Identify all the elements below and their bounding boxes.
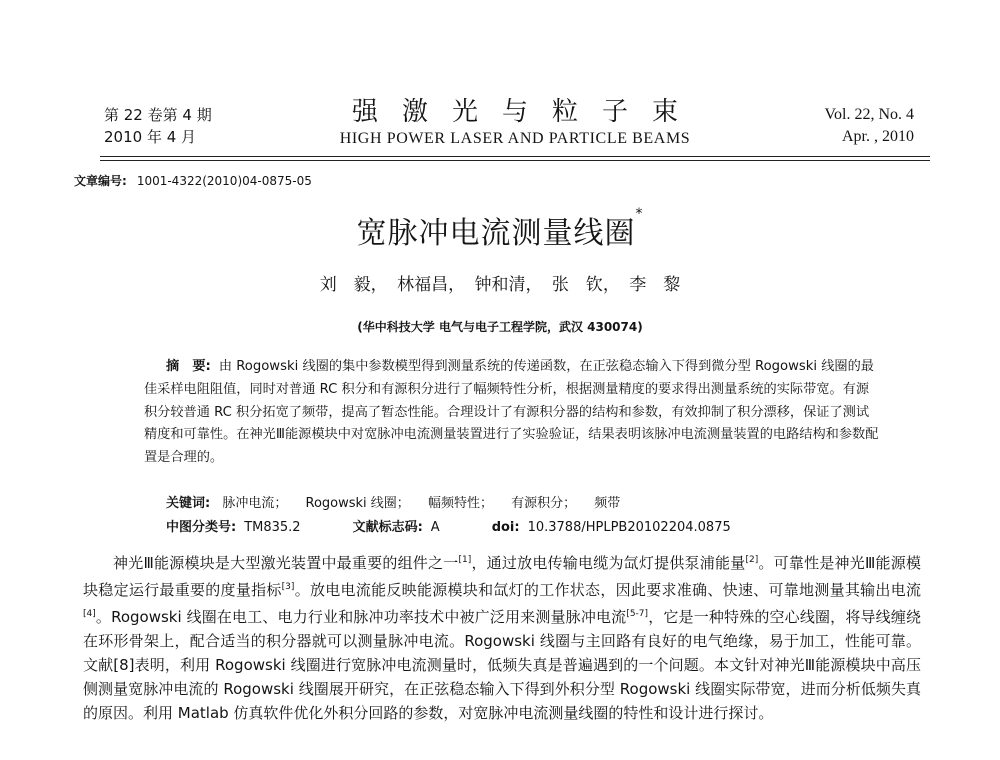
doc-code-label: 文献标志码: [352, 520, 423, 535]
keyword: 有源积分； [511, 496, 577, 511]
keyword: Rogowski 线圈； [305, 496, 410, 511]
body-text-segment: ，通过放电传输电缆为氙灯提供泵浦能量 [471, 554, 746, 572]
paper-title-text: 宽脉冲电流测量线圈 [356, 216, 636, 251]
issue-date: 2010 年 4 月 [104, 128, 197, 146]
title-footnote-mark: * [635, 206, 644, 222]
keyword: 幅频特性； [427, 496, 493, 511]
keywords-label: 关键词: [166, 496, 211, 511]
author-name: 钟和清， [474, 275, 543, 295]
classification-line [166, 516, 731, 535]
body-paragraph [83, 548, 921, 725]
author-list [0, 270, 1000, 295]
article-number-value: 1001-4322(2010)04-0875-05 [136, 174, 312, 188]
author-name: 刘 毅， [319, 275, 388, 295]
header-divider [100, 156, 930, 157]
issue-info [104, 104, 212, 148]
article-number-label: 文章编号: [74, 174, 127, 188]
keyword: 频带 [594, 496, 621, 511]
author-name: 张 钦， [551, 275, 620, 295]
journal-name-cn: 强激光与粒子束 [351, 97, 702, 127]
author-name: 林福昌， [397, 275, 466, 295]
paper-title [0, 208, 1000, 252]
issue-number: 第 22 卷第 4 期 [104, 106, 212, 124]
body-text-segment: 。可靠性是神光Ⅲ能源模块稳定运行最重要的度量指标 [83, 554, 921, 599]
volume-date: Apr. , 2010 [842, 128, 914, 145]
doc-code-value: A [430, 520, 440, 535]
citation-ref: [1] [458, 555, 472, 565]
citation-ref: [2] [745, 555, 759, 565]
article-number [74, 172, 312, 189]
keyword: 脉冲电流； [222, 496, 288, 511]
body-text-segment: ，它是一种特殊的空心线圈，将导线缠绕在环形骨架上，配合适当的积分器就可以测量脉冲电流。Rogowski 线圈与主回路有良好的电气绝缘，易于加工，性能可靠。文献[8]表明，利用 Rogowski 线圈进行宽脉冲电流测量时，低频失真是普遍遇到的一个问题。本文针对神光Ⅲ能源模块中高压侧测量宽脉冲电流的 Rogowski 线圈展开研究，在正弦稳态输入下得到外积分型 Rogowski 线圈实际带宽，进而分析低频失真的原因。利用 Matlab 仿真软件优化外积分回路的参数，对宽脉冲电流测量线圈的特性和设计进行探讨。 [83, 608, 921, 722]
journal-name [300, 97, 730, 150]
abstract [144, 356, 880, 470]
volume-number: Vol. 22, No. 4 [824, 106, 914, 123]
doi-label: doi: [491, 520, 520, 535]
clc-value: TM835.2 [244, 520, 301, 535]
keywords [166, 492, 634, 511]
body-text-segment: 神光Ⅲ能源模块是大型激光装置中最重要的组件之一 [113, 554, 459, 572]
clc-label: 中图分类号: [166, 520, 237, 535]
affiliation: (华中科技大学 电气与电子工程学院，武汉 430074) [357, 320, 643, 334]
abstract-text: 由 Rogowski 线圈的集中参数模型得到测量系统的传递函数，在正弦稳态输入下得到微分型 Rogowski 线圈的最佳采样电阻阻值，同时对普通 RC 积分和有源积分进行了幅频特性分析，根据测量精度的要求得出测量系统的实际带宽。有源积分较普通 RC 积分拓宽了频带，提高了暂态性能。合理设计了有源积分器的结构和参数，有效抑制了积分漂移，保证了测试精度和可靠性。在神光Ⅲ能源模块中对宽脉冲电流测量装置进行了实验验证，结果表明该脉冲电流测量装置的电路结构和参数配置是合理的。 [144, 359, 879, 466]
volume-info [825, 104, 915, 148]
citation-ref: [5-7] [626, 609, 649, 619]
citation-ref: [3] [281, 582, 295, 592]
citation-ref: [4] [83, 609, 96, 619]
abstract-label: 摘 要: [166, 359, 211, 374]
author-name: 李 黎 [629, 275, 681, 295]
body-text-segment: 。Rogowski 线圈在电工、电力行业和脉冲功率技术中被广泛用来测量脉冲电流 [95, 608, 627, 626]
header-divider-thin [100, 160, 930, 161]
body-text-segment: 。放电电流能反映能源模块和氙灯的工作状态，因此要求准确、快速、可靠地测量其输出电流 [294, 581, 921, 599]
journal-name-en: HIGH POWER LASER AND PARTICLE BEAMS [339, 130, 691, 147]
doi-value: 10.3788/HPLPB20102204.0875 [527, 520, 731, 535]
